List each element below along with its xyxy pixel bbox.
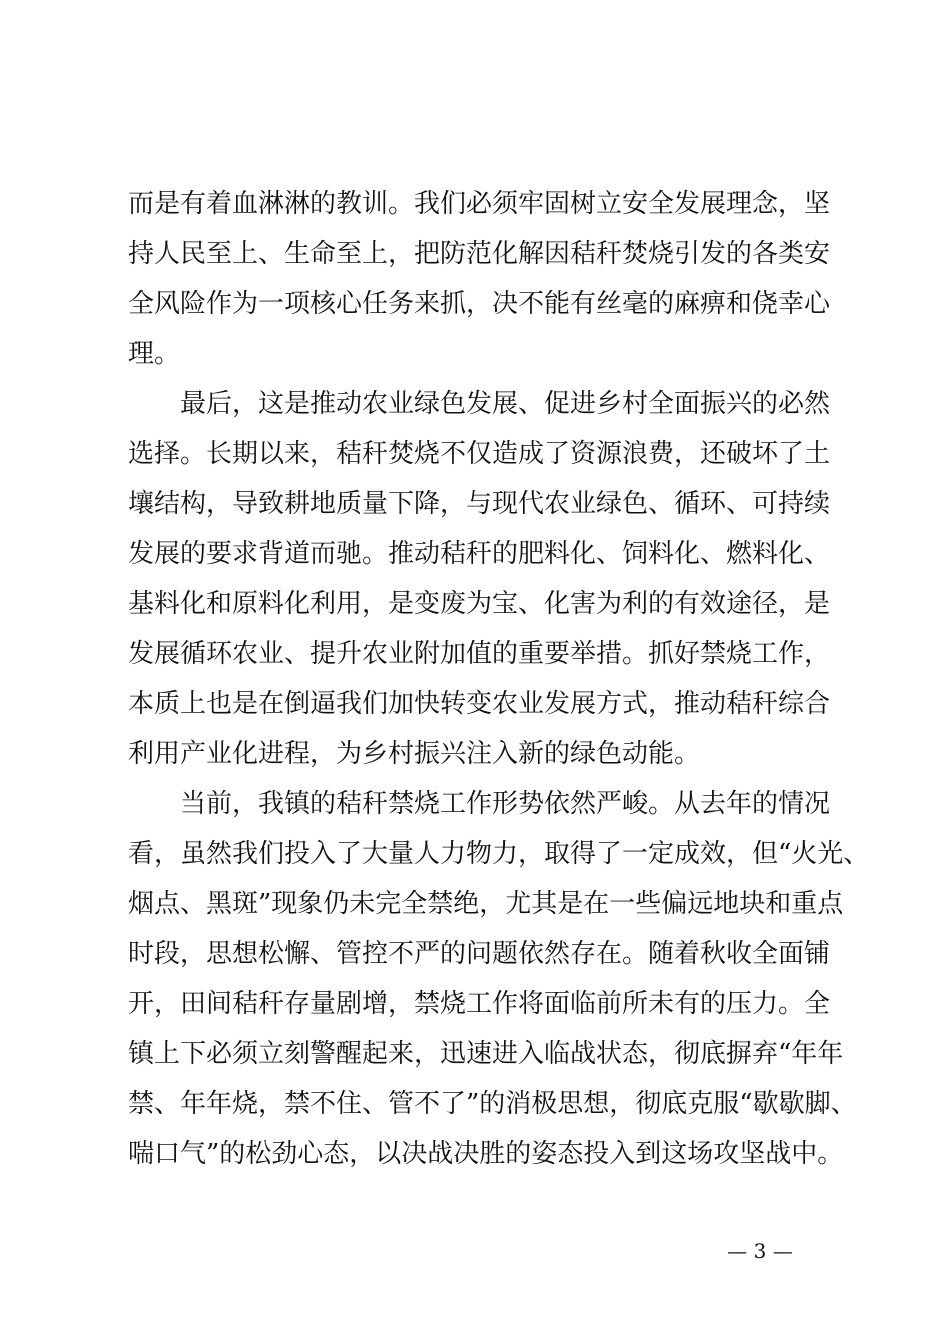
text-line: 烟点、黑斑”现象仍未完全禁绝，尤其是在一些偏远地块和重点 bbox=[128, 889, 844, 919]
text-line: 本质上也是在倒逼我们加快转变农业发展方式，推动秸秆综合 bbox=[128, 689, 831, 719]
text-line: 时段，思想松懈、管控不严的问题依然存在。随着秋收全面铺 bbox=[128, 939, 831, 969]
text-line: 而是有着血淋淋的教训。我们必须牢固树立安全发展理念，坚 bbox=[128, 189, 831, 219]
text-line: 壤结构，导致耕地质量下降，与现代农业绿色、循环、可持续 bbox=[128, 489, 831, 519]
text-line: 利用产业化进程，为乡村振兴注入新的绿色动能。 bbox=[128, 739, 701, 769]
text-line: 镇上下必须立刻警醒起来，迅速进入临战状态，彻底摒弃“年年 bbox=[128, 1039, 844, 1069]
text-line: 开，田间秸秆存量剧增，禁烧工作将面临前所未有的压力。全 bbox=[128, 989, 831, 1019]
text-line: 喘口气”的松劲心态，以决战决胜的姿态投入到这场攻坚战中。 bbox=[128, 1139, 844, 1169]
text-line: 选择。长期以来，秸秆焚烧不仅造成了资源浪费，还破坏了土 bbox=[128, 439, 831, 469]
text-line: 理。 bbox=[128, 339, 181, 369]
text-line: 持人民至上、生命至上，把防范化解因秸秆焚烧引发的各类安 bbox=[128, 239, 831, 269]
paragraph-start-line: 当前，我镇的秸秆禁烧工作形势依然严峻。从去年的情况 bbox=[180, 789, 831, 819]
text-line: 全风险作为一项核心任务来抓，决不能有丝毫的麻痹和侥幸心 bbox=[128, 289, 831, 319]
text-line: 发展循环农业、提升农业附加值的重要举措。抓好禁烧工作， bbox=[128, 639, 831, 669]
page-number: — 3 — bbox=[727, 1239, 793, 1263]
text-line: 看，虽然我们投入了大量人力物力，取得了一定成效，但“火光、 bbox=[128, 839, 870, 869]
text-line: 基料化和原料化利用，是变废为宝、化害为利的有效途径，是 bbox=[128, 589, 831, 619]
text-line: 发展的要求背道而驰。推动秸秆的肥料化、饲料化、燃料化、 bbox=[128, 539, 831, 569]
paragraph-start-line: 最后，这是推动农业绿色发展、促进乡村全面振兴的必然 bbox=[180, 389, 831, 419]
text-line: 禁、年年烧，禁不住、管不了”的消极思想，彻底克服“歇歇脚、 bbox=[128, 1089, 857, 1119]
